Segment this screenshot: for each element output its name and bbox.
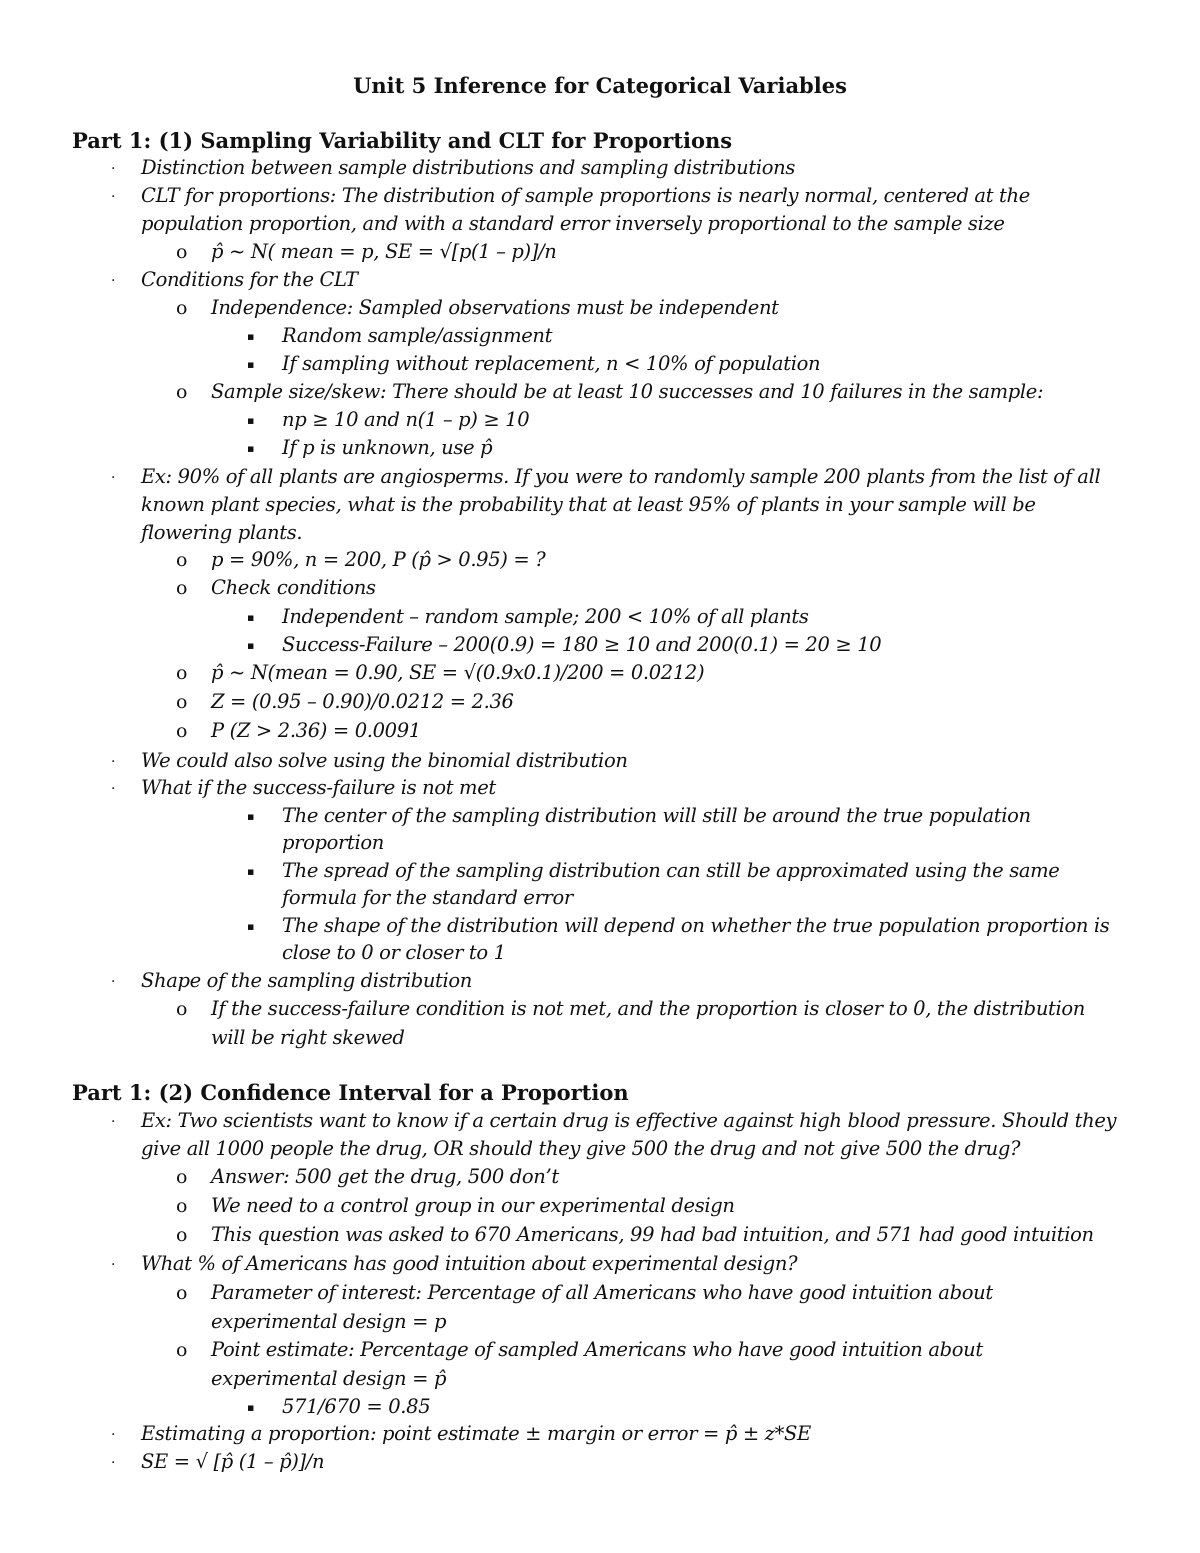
bullet-marker: o: [176, 720, 188, 742]
bullet-marker: o: [176, 577, 188, 599]
bullet-text: 571/670 = 0.85: [282, 1395, 431, 1418]
bullet-marker: ·: [111, 1455, 116, 1471]
bullet-text: The shape of the distribution will depend on whether the true population proportion is: [282, 914, 1110, 937]
bullet-text: Success-Failure – 200(0.9) = 180 ≥ 10 and 200(0.1) = 20 ≥ 10: [282, 633, 882, 656]
bullet-text: Random sample/assignment: [282, 324, 553, 347]
bullet-text: What % of Americans has good intuition about experimental design?: [141, 1252, 798, 1275]
bullet-marker: ▪: [247, 865, 255, 878]
bullet-text: Independent – random sample; 200 < 10% of all plants: [282, 605, 809, 628]
section-heading: Part 1: (2) Confidence Interval for a Proportion: [72, 1080, 629, 1105]
bullet-marker: o: [176, 1224, 188, 1246]
bullet-marker: ▪: [247, 920, 255, 933]
bullet-text: This question was asked to 670 Americans, 99 had bad intuition, and 571 had good intuition: [211, 1223, 1094, 1246]
bullet-marker: ·: [111, 1114, 116, 1130]
bullet-text: Ex: 90% of all plants are angiosperms. If you were to randomly sample 200 plants from the list of all: [141, 465, 1101, 488]
bullet-text-continuation: give all 1000 people the drug, OR should they give 500 the drug and not give 500 the drug?: [141, 1137, 1021, 1160]
bullet-text: CLT for proportions: The distribution of sample proportions is nearly normal, centered at the: [141, 184, 1030, 207]
bullet-marker: ▪: [247, 330, 255, 343]
bullet-text: Answer: 500 get the drug, 500 don’t: [211, 1165, 559, 1188]
bullet-text: If sampling without replacement, n < 10% of population: [282, 352, 821, 375]
bullet-text-continuation: will be right skewed: [211, 1026, 405, 1049]
section-heading: Part 1: (1) Sampling Variability and CLT for Proportions: [72, 128, 733, 153]
bullet-text: np ≥ 10 and n(1 – p) ≥ 10: [282, 408, 530, 431]
bullet-text: Ex: Two scientists want to know if a certain drug is effective against high blood pressure. Should they: [141, 1109, 1117, 1132]
bullet-text: Z = (0.95 – 0.90)/0.0212 = 2.36: [211, 690, 514, 713]
bullet-marker: ·: [111, 754, 116, 770]
bullet-text: p = 90%, n = 200, P (p̂ > 0.95) = ?: [211, 548, 546, 571]
bullet-marker: o: [176, 549, 188, 571]
bullet-text: p̂ ~ N(mean = 0.90, SE = √(0.9x0.1)/200 = 0.0212): [211, 661, 705, 684]
bullet-marker: o: [176, 998, 188, 1020]
bullet-marker: ·: [111, 273, 116, 289]
bullet-marker: o: [176, 1282, 188, 1304]
bullet-text: Point estimate: Percentage of sampled Americans who have good intuition about: [211, 1338, 983, 1361]
bullet-marker: ▪: [247, 1401, 255, 1414]
bullet-marker: ▪: [247, 358, 255, 371]
bullet-marker: o: [176, 1166, 188, 1188]
bullet-text: Sample size/skew: There should be at least 10 successes and 10 failures in the sample:: [211, 380, 1044, 403]
bullet-text: If the success-failure condition is not met, and the proportion is closer to 0, the distribution: [211, 997, 1085, 1020]
bullet-marker: o: [176, 297, 188, 319]
bullet-text-continuation: experimental design = p: [211, 1310, 447, 1333]
bullet-text: The spread of the sampling distribution can still be approximated using the same: [282, 859, 1060, 882]
bullet-text: Parameter of interest: Percentage of all Americans who have good intuition about: [211, 1281, 993, 1304]
bullet-text: Check conditions: [211, 576, 376, 599]
bullet-text-continuation: formula for the standard error: [282, 886, 573, 909]
bullet-marker: ·: [111, 1257, 116, 1273]
bullet-marker: ▪: [247, 810, 255, 823]
bullet-marker: ·: [111, 161, 116, 177]
bullet-text: Conditions for the CLT: [141, 268, 358, 291]
bullet-text: We need to a control group in our experimental design: [211, 1194, 735, 1217]
bullet-text: The center of the sampling distribution will still be around the true population: [282, 804, 1031, 827]
bullet-marker: ▪: [247, 414, 255, 427]
bullet-text: Estimating a proportion: point estimate ± margin or error = p̂ ± z*SE: [141, 1422, 811, 1445]
bullet-text: p̂ ~ N( mean = p, SE = √[p(1 – p)]/n: [211, 240, 557, 263]
bullet-marker: o: [176, 241, 188, 263]
bullet-text: We could also solve using the binomial distribution: [141, 749, 628, 772]
bullet-text: Distinction between sample distributions and sampling distributions: [141, 156, 795, 179]
bullet-marker: o: [176, 662, 188, 684]
bullet-text: What if the success-failure is not met: [141, 776, 496, 799]
bullet-marker: ·: [111, 781, 116, 797]
bullet-text-continuation: close to 0 or closer to 1: [282, 941, 506, 964]
bullet-text: If p is unknown, use p̂: [282, 436, 493, 459]
bullet-text: Independence: Sampled observations must be independent: [211, 296, 779, 319]
bullet-marker: ▪: [247, 611, 255, 624]
bullet-marker: o: [176, 1339, 188, 1361]
bullet-marker: ·: [111, 470, 116, 486]
bullet-marker: o: [176, 691, 188, 713]
bullet-marker: ·: [111, 189, 116, 205]
document-title: Unit 5 Inference for Categorical Variables: [353, 73, 847, 98]
bullet-text: Shape of the sampling distribution: [141, 969, 473, 992]
bullet-text: SE = √ [p̂ (1 – p̂)]/n: [141, 1450, 325, 1473]
bullet-text-continuation: experimental design = p̂: [211, 1367, 447, 1390]
bullet-text-continuation: flowering plants.: [141, 521, 303, 544]
bullet-text-continuation: population proportion, and with a standard error inversely proportional to the sample size: [141, 212, 1005, 235]
bullet-text-continuation: proportion: [282, 831, 384, 854]
bullet-marker: o: [176, 1195, 188, 1217]
bullet-text: P (Z > 2.36) = 0.0091: [211, 719, 421, 742]
bullet-marker: ▪: [247, 639, 255, 652]
bullet-text-continuation: known plant species, what is the probability that at least 95% of plants in your sample will be: [141, 493, 1036, 516]
bullet-marker: ·: [111, 974, 116, 990]
bullet-marker: ·: [111, 1427, 116, 1443]
bullet-marker: o: [176, 381, 188, 403]
bullet-marker: ▪: [247, 442, 255, 455]
